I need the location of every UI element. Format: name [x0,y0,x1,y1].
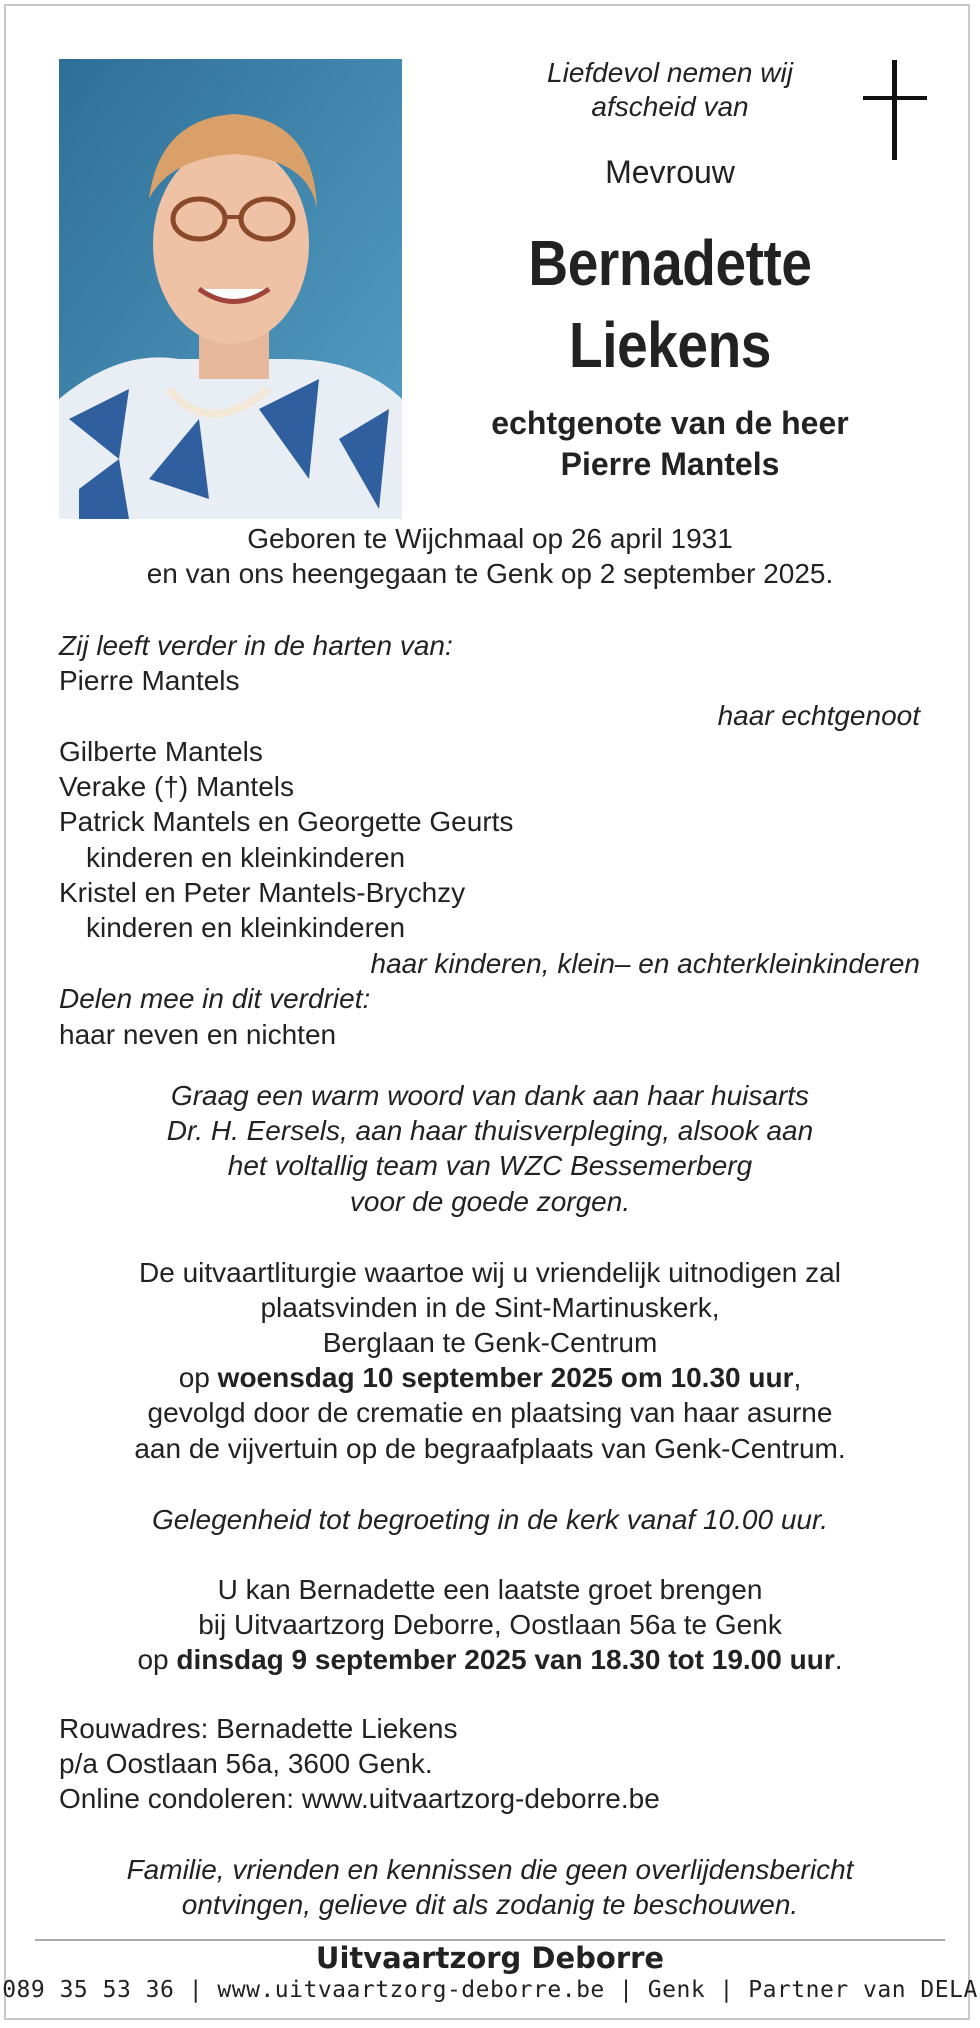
notice-line: Familie, vrienden en kennissen die geen overlijdensbericht [126,1854,854,1885]
family-member: Gilberte Mantels [59,736,263,767]
farewell-line: bij Uitvaartzorg Deborre, Oostlaan 56a te Genk [198,1609,782,1640]
address-line: p/a Oostlaan 56a, 3600 Genk. [59,1748,433,1779]
ceremony-line: Berglaan te Genk-Centrum [322,1327,658,1358]
family-role: haar kinderen, klein– en achterkleinkinderen [370,948,920,979]
ceremony-line: aan de vijvertuin op de begraafplaats van Genk-Centrum. [134,1433,846,1464]
family-role: haar echtgenoot [717,700,920,731]
ceremony-line: gevolgd door de crematie en plaatsing van haar asurne [147,1397,833,1428]
thanks-line: Dr. H. Eersels, aan haar thuisverpleging, alsook aan [166,1115,814,1146]
family-member: Pierre Mantels [59,665,240,696]
deceased-name: Bernadette Liekens [528,227,812,381]
portrait-photo [59,59,402,519]
farewell-date: op dinsdag 9 september 2025 van 18.30 tot 19.00 uur. [137,1644,843,1675]
honorific: Mevrouw [605,154,735,190]
funeral-home-name: Uitvaartzorg Deborre [315,1941,665,1975]
ceremony-date: op woensdag 10 september 2025 om 10.30 uur, [178,1362,802,1393]
ceremony-line: De uitvaartliturgie waartoe wij u vriendelijk uitnodigen zal [139,1257,841,1288]
family-intro: Zij leeft verder in de harten van: [59,630,453,661]
family-member: Patrick Mantels en Georgette Geurts [59,806,514,837]
death-line: en van ons heengegaan te Genk op 2 september 2025. [146,558,834,589]
address-line: Rouwadres: Bernadette Liekens [59,1713,458,1744]
share-intro: Delen mee in dit verdriet: [59,983,371,1014]
family-member: kinderen en kleinkinderen [86,912,406,943]
farewell-line: U kan Bernadette een laatste groet brengen [217,1574,763,1605]
thanks-line: het voltallig team van WZC Bessemerberg [227,1150,753,1181]
family-member: kinderen en kleinkinderen [86,842,406,873]
greeting-line: Gelegenheid tot begroeting in de kerk vanaf 10.00 uur. [151,1504,829,1535]
notice-line: ontvingen, gelieve dit als zodanig te beschouwen. [181,1889,799,1920]
intro-text: Liefdevol nemen wij afscheid van [547,57,793,122]
spouse-text: echtgenote van de heer Pierre Mantels [491,405,849,482]
condolence-line: Online condoleren: www.uitvaartzorg-deborre.be [59,1783,660,1814]
family-member: Kristel en Peter Mantels-Brychzy [59,877,466,908]
thanks-line: Graag een warm woord van dank aan haar huisarts [170,1080,810,1111]
family-member: Verake (†) Mantels [59,771,294,802]
birth-line: Geboren te Wijchmaal op 26 april 1931 [247,523,733,554]
share-members: haar neven en nichten [59,1019,337,1050]
thanks-line: voor de goede zorgen. [349,1186,631,1217]
ceremony-line: plaatsvinden in de Sint-Martinuskerk, [260,1292,720,1323]
funeral-home-contact: 089 35 53 36 | www.uitvaartzorg-deborre.be | Genk | Partner van DELA [2,1977,978,2003]
